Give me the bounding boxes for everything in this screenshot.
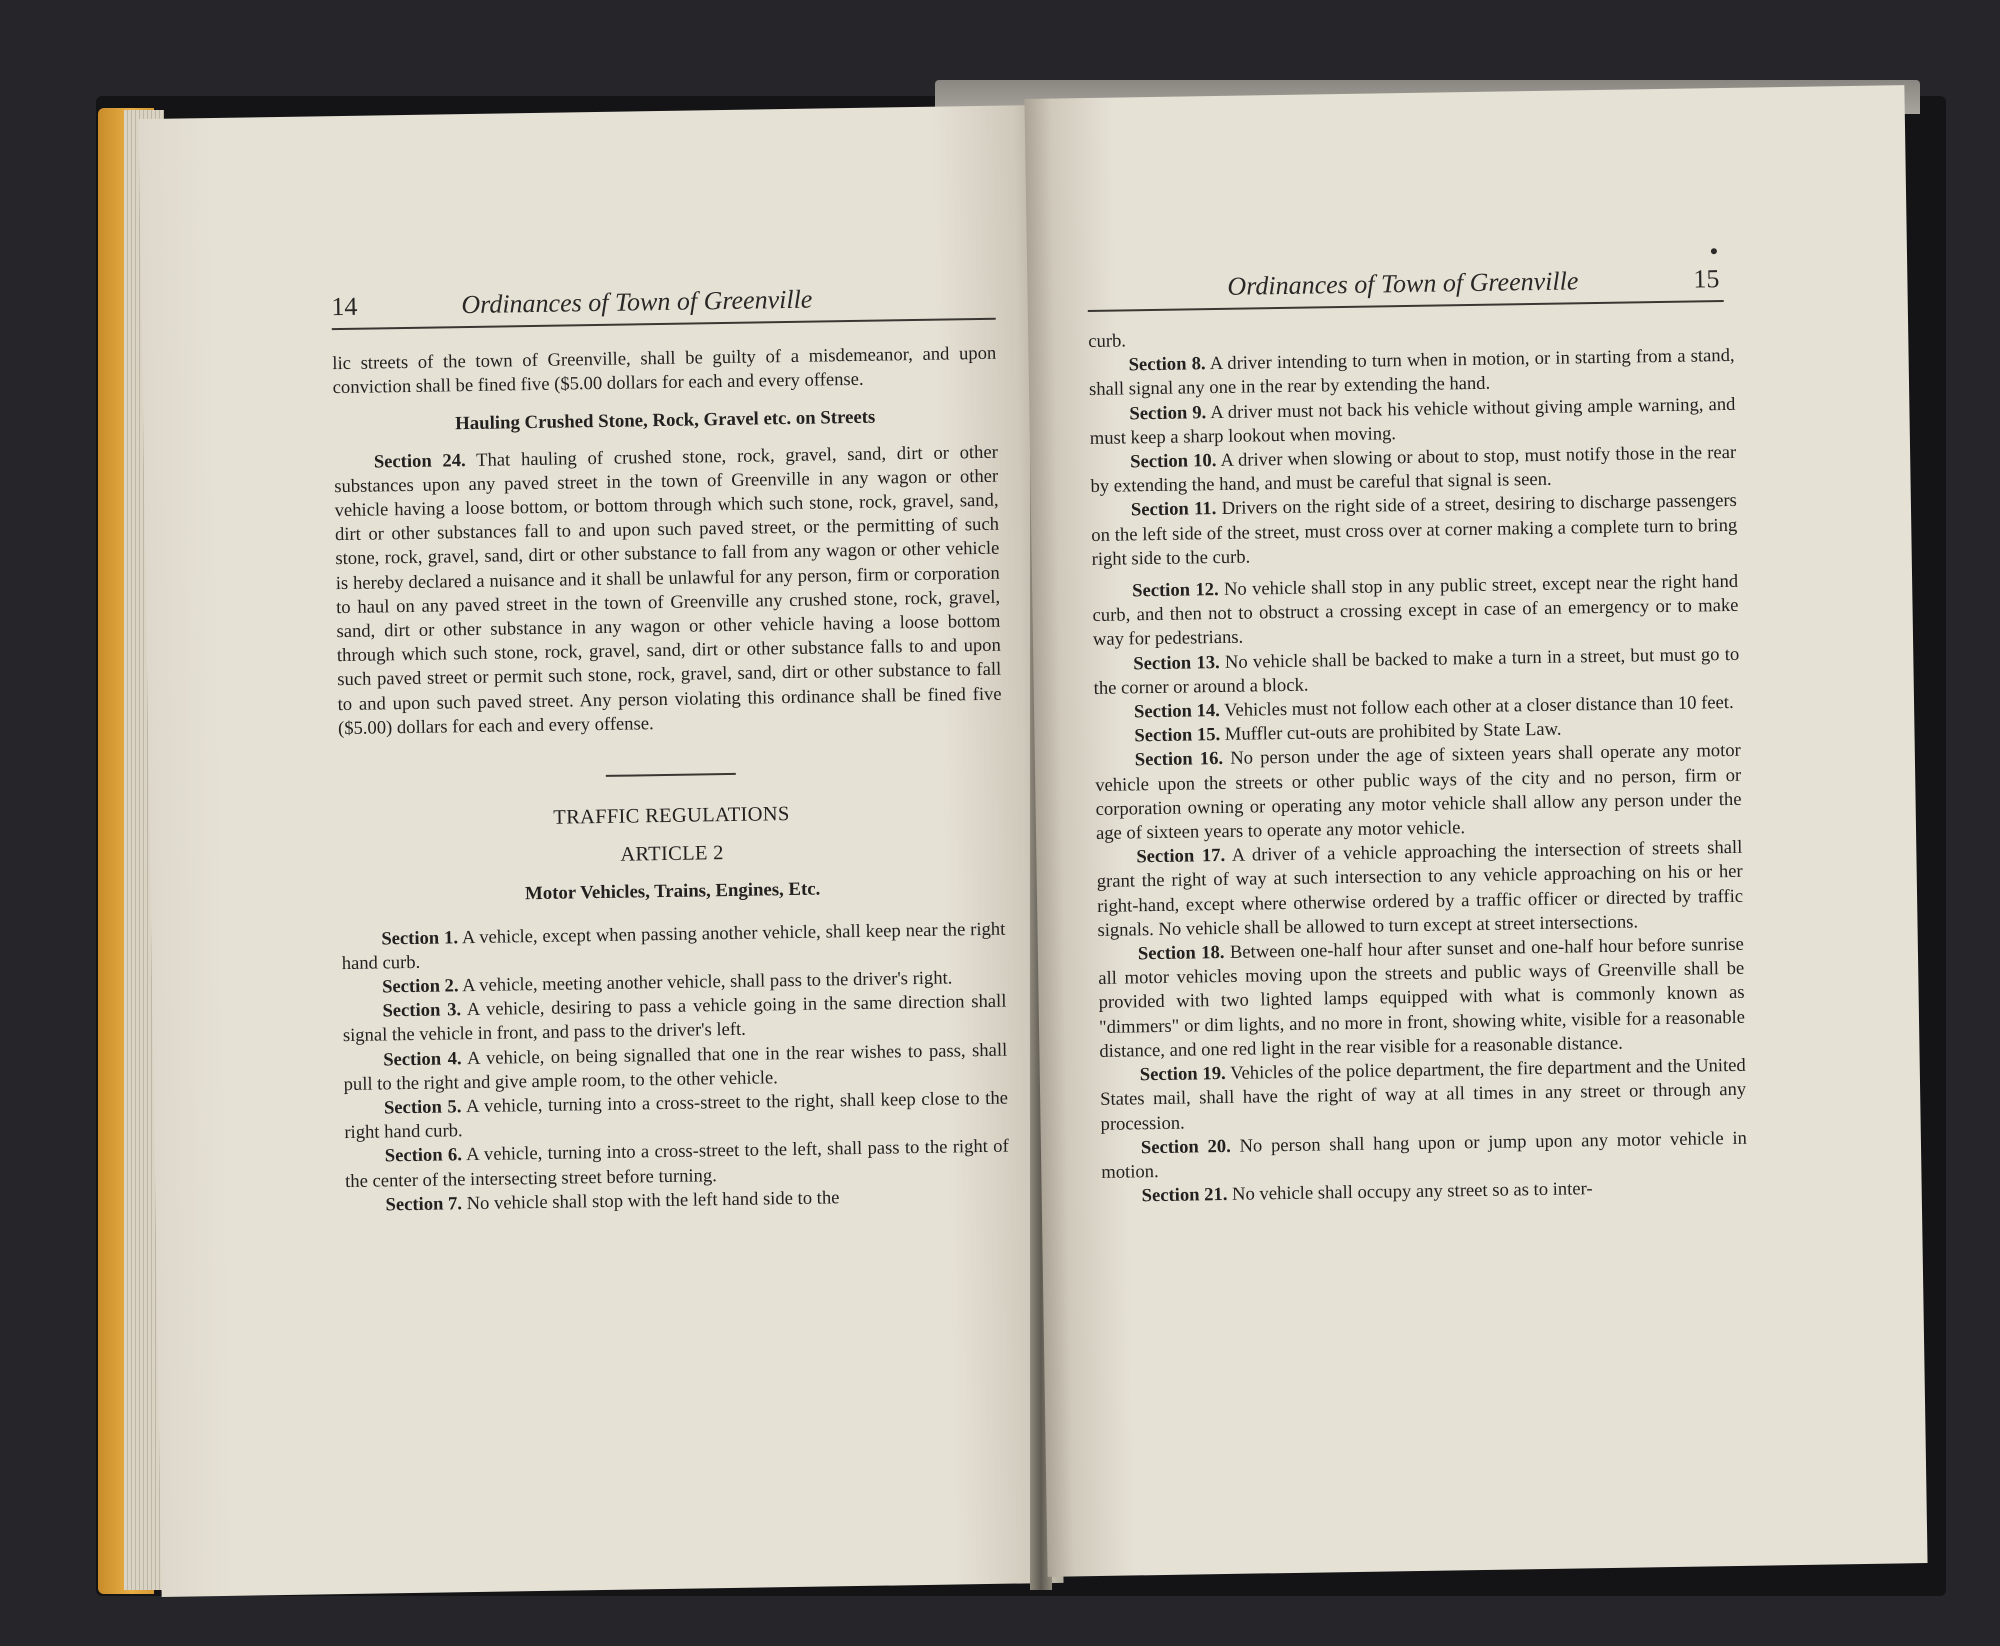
right-page-body (1088, 320, 1748, 1209)
section-text: A vehicle, turning into a cross-street to the right, shall keep close to the right hand curb. (344, 1087, 1009, 1144)
section-text: A vehicle, on being signalled that one in the rear wishes to pass, shall pull to the right and give ample room, to the other vehicle. (343, 1039, 1008, 1095)
section-text: A driver intending to turn when in motion, or in starting from a stand, shall signal any one in the rear by extending the hand. (1088, 345, 1735, 401)
section-label: Section 8. (1128, 353, 1206, 376)
page-number: 15 (1693, 264, 1720, 294)
hauling-heading: Hauling Crushed Stone, Rock, Gravel etc. on Streets (455, 407, 876, 435)
section-text: Muffler cut-outs are prohibited by State Law. (1224, 718, 1562, 746)
section-text: A vehicle, desiring to pass a vehicle going in the same direction shall signal the vehicle in front, and pass to the driver's left. (342, 990, 1007, 1047)
section-label: Section 5. (383, 1096, 462, 1119)
header-rule (1088, 300, 1724, 312)
header-rule (332, 318, 996, 330)
section-label: Section 6. (384, 1144, 463, 1167)
section-text: No vehicle shall stop in any public street, except near the right hand curb, and then not to obstruct a crossing except in case of an emergency or to make way for pedestrians. (1092, 570, 1739, 651)
section-item (1098, 933, 1746, 1064)
running-title: Ordinances of Town of Greenville (1227, 266, 1579, 301)
section-text: Vehicles of the police department, the fire department and the United States mail, shall have the right of way at all times in any street or through any procession. (1100, 1054, 1747, 1135)
motor-heading: Motor Vehicles, Trains, Engines, Etc. (524, 879, 821, 905)
section-text: A vehicle, turning into a cross-street to the left, shall pass to the right of the center of the intersecting street before turning. (344, 1136, 1009, 1192)
section-label: Section 20. (1140, 1135, 1231, 1159)
section-label: Section 16. (1134, 748, 1224, 771)
section-item (1091, 489, 1738, 572)
section-text: No person shall hang upon or jump upon any motor vehicle in motion. (1101, 1127, 1748, 1183)
left-page (138, 105, 1063, 1597)
section-item (1095, 739, 1742, 846)
section-label: Section 13. (1133, 651, 1220, 675)
section-item (1100, 1054, 1747, 1137)
divider (606, 773, 736, 777)
continuation-text: curb. (1088, 330, 1127, 353)
section-label: Section 9. (1129, 401, 1207, 425)
section-item (1092, 570, 1739, 653)
section-text: A vehicle, meeting another vehicle, shall pass to the driver's right. (461, 967, 953, 997)
section-item (1096, 836, 1743, 943)
section-label: Section 2. (381, 975, 459, 998)
section-text: Vehicles must not follow each other at a closer distance than 10 feet. (1223, 691, 1734, 721)
running-title: Ordinances of Town of Greenville (461, 284, 813, 320)
section-label: Section 11. (1130, 498, 1217, 521)
section-text: A driver of a vehicle approaching the intersection of streets shall grant the right of way at such intersection to any vehicle approaching on his or her right-hand, except where otherwise ordered by a traffic officer or directed by traffic signals. No vehicle shall be allowed to turn except at street intersections. (1096, 837, 1744, 941)
continuation-text: lic streets of the town of Greenville, shall be guilty of a misdemeanor, and upon conviction shall be fined five ($5.00 dollars for each and every offense. (332, 342, 997, 399)
section-label: Section 4. (383, 1047, 462, 1071)
section-label: Section 14. (1133, 700, 1220, 723)
right-page (1024, 85, 1927, 1577)
section-text: No vehicle shall occupy any street so as to inter- (1231, 1178, 1593, 1205)
section-label: Section 18. (1137, 942, 1225, 965)
section-text: A vehicle, except when passing another vehicle, shall keep near the right hand curb. (341, 918, 1006, 974)
section-label: Section 3. (382, 999, 462, 1022)
section-text: Between one-half hour after sunset and one-half hour before sunrise all motor vehicles moving upon the streets and public ways of Greenville shall be provided with two lighted lamps equipped with what is commonly known as "dimmers" or dim lights, and no more in front, showing white, visible for a reasonable distance, and one red light in the rear visible for a reasonable distance. (1098, 933, 1746, 1062)
section-text: Drivers on the right side of a street, desiring to discharge passengers on the left side of the street, must cross over at corner making a complete turn to bring right side to the curb. (1091, 490, 1738, 570)
section-text: A driver must not back his vehicle without giving ample warning, and must keep a sharp lookout when moving. (1089, 393, 1736, 449)
article-heading: ARTICLE 2 (620, 842, 724, 866)
section-24 (334, 440, 1002, 741)
left-page-body (332, 342, 1010, 1218)
section-label: Section 24. (373, 449, 466, 473)
section-text: No vehicle shall stop with the left hand side to the (466, 1187, 840, 1215)
section-label: Section 17. (1136, 845, 1226, 868)
section-label: Section 19. (1139, 1063, 1226, 1086)
section-text: That hauling of crushed stone, rock, gravel, sand, dirt or other substances upon any paved street in the town of Greenville in any wagon or other vehicle having a loose bottom, or bottom through which such stone, rock, gravel, sand, dirt or other substances fall to and upon such paved street, or the permitting of such stone, rock, gravel, sand, dirt or other substance to fall from any wagon or other vehicle is hereby declared a nuisance and it shall be unlawful for any person, firm or corporation to haul on any paved street in the town of Greenville any crushed stone, rock, gravel, sand, dirt or other substance in any wagon or other vehicle having a loose bottom through which such stone, rock, gravel, sand, dirt or other substance falls to and upon such paved street or permit such stone, rock, gravel, sand, dirt or other substance to fall to and upon such paved street. Any person violating this ordinance shall be fined five ($5.00) dollars for each and every offense. (334, 441, 1002, 739)
page-number: 14 (331, 291, 358, 322)
right-page-header (1087, 264, 1723, 301)
section-label: Section 21. (1141, 1184, 1228, 1207)
section-label: Section 15. (1134, 724, 1221, 747)
section-label: Section 12. (1132, 579, 1219, 602)
section-text: No vehicle shall be backed to make a turn in a street, but must go to the corner or around a block. (1093, 643, 1740, 699)
section-label: Section 10. (1129, 450, 1217, 473)
section-text: A driver when slowing or about to stop, must notify those in the rear by extending the hand, and must be careful that signal is seen. (1090, 441, 1737, 498)
section-label: Section 7. (385, 1193, 463, 1216)
section-label: Section 1. (381, 926, 459, 950)
ink-dot (1711, 248, 1717, 254)
section-text: No person under the age of sixteen years shall operate any motor vehicle upon the streets or other public ways of the city and no person, firm or corporation owning or operating any motor vehicle shall allow any person under the age of sixteen years to operate any motor vehicle. (1095, 740, 1742, 845)
traffic-heading: TRAFFIC REGULATIONS (553, 803, 790, 829)
